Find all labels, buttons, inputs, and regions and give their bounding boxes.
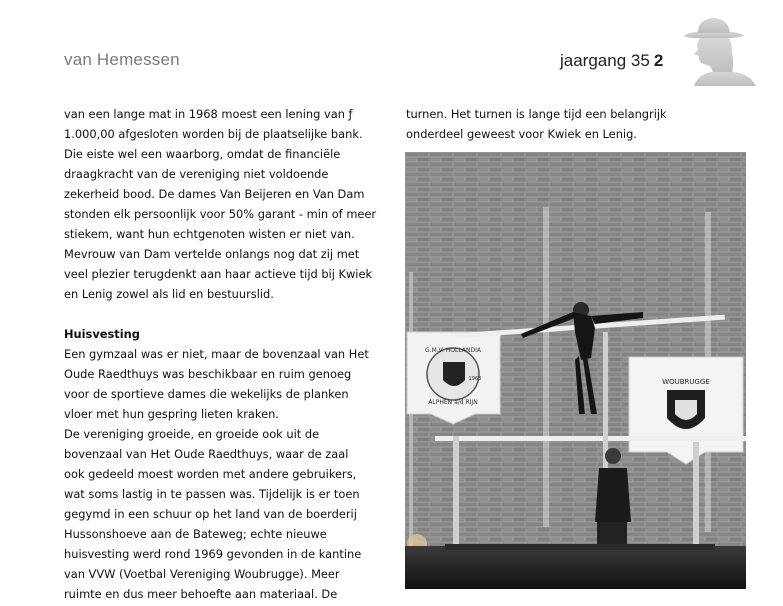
text-line: 1.000,00 afgesloten worden bij de plaatselijke bank. [64,127,363,141]
article-right-column [406,104,746,144]
text-line: ook gedeeld moest worden met andere gebruikers, [64,467,357,481]
text-line: van een lange mat in 1968 moest een lening van ƒ [64,107,353,121]
text-line: ruimte en dus meer behoefte aan materiaal. De [64,587,338,601]
text-line: De vereniging groeide, en groeide ook uit de [64,427,320,441]
text-line: Een gymzaal was er niet, maar de bovenzaal van Het [64,347,369,361]
man-with-hat-silhouette-icon [676,14,756,86]
text-line: onderdeel geweest voor Kwiek en Lenig. [406,127,637,141]
paragraph-turnen [406,104,746,144]
text-line: vloer met hun gespring lieten kraken. [64,407,279,421]
paragraph-housing [64,344,384,604]
section-heading-huisvesting: Huisvesting [64,327,140,341]
text-line: bovenzaal van Het Oude Raedthuys, waar de zaal [64,447,349,461]
text-line: veel plezier terugdenkt aan haar actieve tijd bij Kwiek [64,267,373,281]
gym-mat [405,546,746,589]
text-line: draagkracht van de vereniging niet voldoende [64,167,329,181]
text-line: Die eiste wel een waarborg, omdat de financiële [64,147,341,161]
paragraph-loan [64,104,384,304]
banner-left-line: G.M.V. HOLLANDIA [425,347,481,354]
text-line: zekerheid bood. De dames Van Beijeren en Van Dam [64,187,365,201]
gymnastics-photo [405,152,746,589]
section-title: van Hemessen [64,50,180,69]
text-line: stonden elk persoonlijk voor 50% garant - min of meer [64,207,377,221]
bar-lower-rail [435,436,746,441]
banner-left-line: ALPHEN a/d RIJN [428,399,478,406]
page-number: 2 [653,51,664,70]
banner-right-line: WOUBRUGGE [662,378,710,386]
text-line: en Lenig zowel als lid en bestuurslid. [64,287,274,301]
paragraph-gap [64,304,384,324]
banner-left-line: 1963 [468,376,482,382]
article-left-column [64,104,384,604]
text-line: huisvesting werd rond 1969 gevonden in de kantine [64,547,362,561]
text-line: turnen. Het turnen is lange tijd een belangrijk [406,107,667,121]
text-line: Oude Raedthuys was beschikbaar en ruim genoeg [64,367,352,381]
volume-label [560,51,663,71]
text-line: wat soms lastig in te passen was. Tijdelijk is er toen [64,487,360,501]
text-line: gegymd in een schuur op het land van de boerderij [64,507,357,521]
volume-text: jaargang 35 [560,51,650,70]
text-line: van VVW (Voetbal Vereniging Woubrugge). Meer [64,567,340,581]
banner-hollandia [407,332,500,424]
text-line: stiekem, want hun echtgenoten wisten er niet van. [64,227,355,241]
text-line: Hussonshoeve aan de Bateweg; echte nieuwe [64,527,327,541]
text-line: Mevrouw van Dam vertelde onlangs nog dat zij met [64,247,360,261]
banner-woubrugge [629,357,743,464]
text-line: voor de sportieve dames die wekelijks de planken [64,387,349,401]
